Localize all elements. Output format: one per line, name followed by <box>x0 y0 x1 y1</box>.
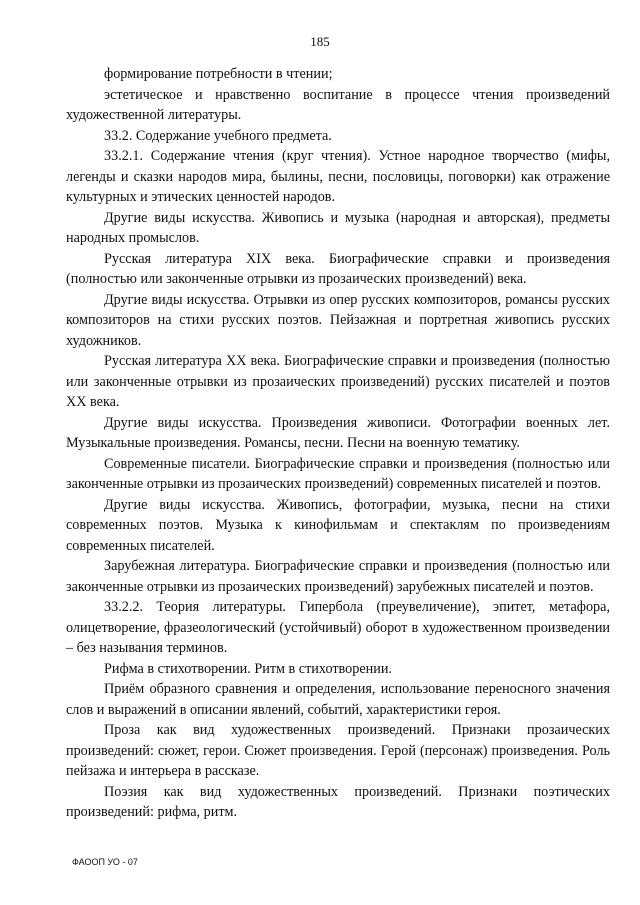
paragraph-other-arts-operas: Другие виды искусства. Отрывки из опер русских композиторов, романсы русских композиторов на стихи русских поэтов. Пейзажная и портретная живопись русских художников. <box>66 291 610 349</box>
paragraph-russian-lit-20th: Русская литература XX века. Биографические справки и произведения (полностью или законченные отрывки из прозаических произведений) русских писателей и поэтов XX века. <box>66 353 610 410</box>
paragraph-rhyme-rhythm: Рифма в стихотворении. Ритм в стихотворении. <box>104 660 392 677</box>
paragraph-aesthetic-education: эстетическое и нравственно воспитание в процессе чтения произведений художественной литературы. <box>66 86 610 123</box>
footer-code: ФАООП УО - 07 <box>72 857 138 867</box>
paragraph-33-2-2-literary-theory: 33.2.2. Теория литературы. Гипербола (преувеличение), эпитет, метафора, олицетворение, фразеологический (устойчивый) оборот в художественном произведении – без называния терминов. <box>66 599 610 656</box>
paragraph-foreign-literature: Зарубежная литература. Биографические справки и произведения (полностью или законченные отрывки из прозаических произведений) зарубежных писателей и поэтов. <box>66 558 610 595</box>
page-number: 185 <box>310 34 330 49</box>
paragraph-poetry: Поэзия как вид художественных произведений. Признаки поэтических произведений: рифма, ритм. <box>66 783 610 820</box>
paragraph-other-arts-war-years: Другие виды искусства. Произведения живописи. Фотографии военных лет. Музыкальные произведения. Романсы, песни. Песни на военную тематику. <box>66 414 610 451</box>
paragraph-other-arts-modern: Другие виды искусства. Живопись, фотографии, музыка, песни на стихи современных поэтов. Музыка к кинофильмам и спектаклям по произведениям современных писателей. <box>66 496 610 554</box>
paragraph-modern-writers: Современные писатели. Биографические справки и произведения (полностью или законченные отрывки из прозаических произведений) современных писателей и поэтов. <box>66 455 610 492</box>
paragraph-prose: Проза как вид художественных произведений. Признаки прозаических произведений: сюжет, герои. Сюжет произведения. Герой (персонаж) произведения. Роль пейзажа и интерьера в рассказе. <box>66 722 610 779</box>
paragraph-reading-need: формирование потребности в чтении; <box>104 66 333 82</box>
paragraph-comparison: Приём образного сравнения и определения, использование переносного значения слов и выражений в описании явлений, событий, характеристики героя. <box>66 681 610 718</box>
body-text <box>66 64 610 823</box>
paragraph-russian-lit-19th: Русская литература XIX века. Биографические справки и произведения (полностью или законченные отрывки из прозаических произведений) века. <box>66 250 610 287</box>
section-heading-33-2: 33.2. Содержание учебного предмета. <box>104 127 332 144</box>
paragraph-33-2-1-reading-content: 33.2.1. Содержание чтения (круг чтения). Устное народное творчество (мифы, легенды и сказки народов мира, былины, песни, пословицы, поговорки) как отражение культурных и этических ценностей народов. <box>66 148 610 205</box>
paragraph-other-arts-folk: Другие виды искусства. Живопись и музыка (народная и авторская), предметы народных промыслов. <box>66 209 610 246</box>
